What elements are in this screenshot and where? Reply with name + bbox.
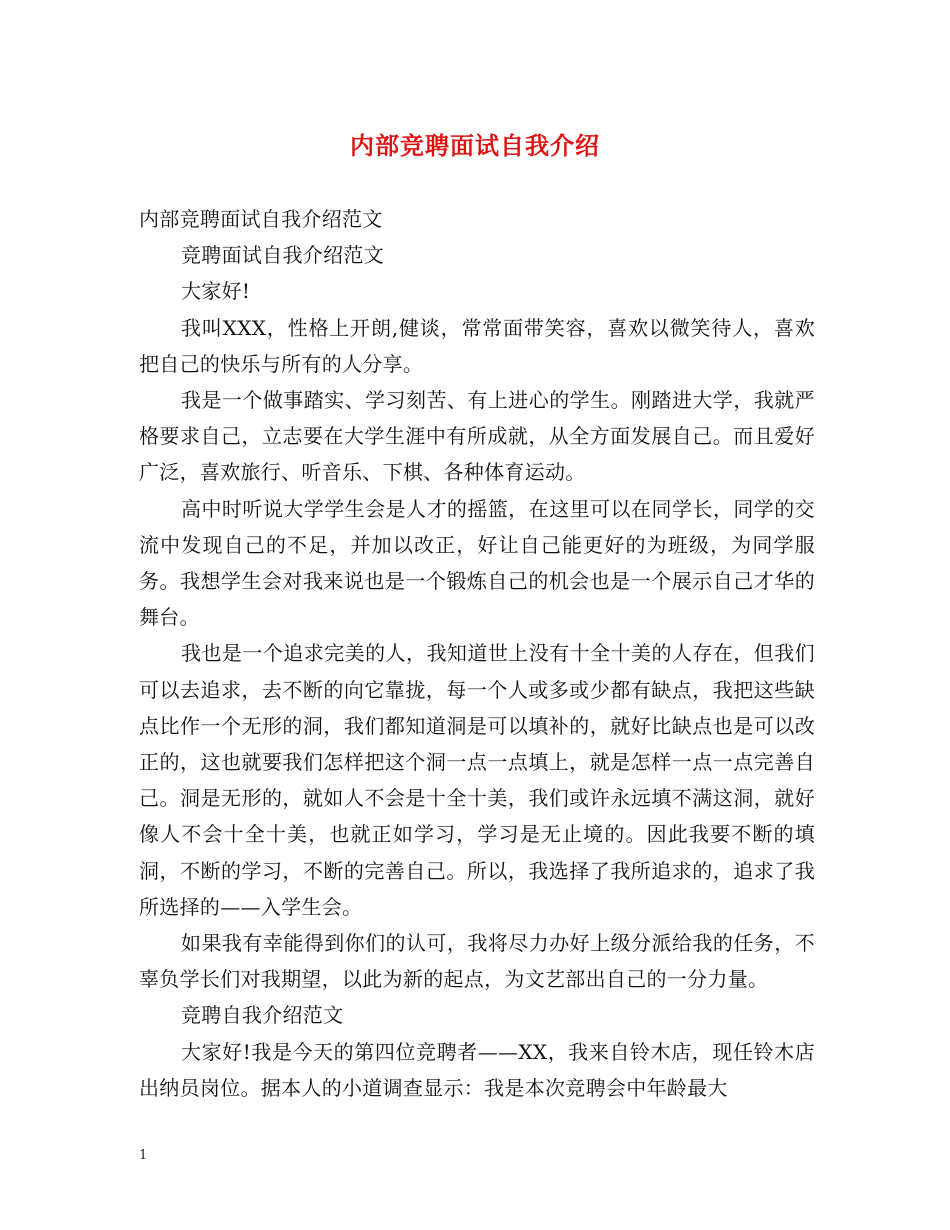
paragraph-greeting: 大家好! — [181, 279, 251, 304]
paragraph-student: 我是一个做事踏实、学习刻苦、有上进心的学生。刚踏进大学，我就严格要求自己，立志要在大学生涯中有所成就，从全方面发展自己。而且爱好广泛，喜欢旅行、听音乐、下棋、各种体育运动。 — [139, 388, 815, 485]
paragraph-perfection: 我也是一个追求完美的人，我知道世上没有十全十美的人存在，但我们可以去追求，去不断的向它靠拢，每一个人或多或少都有缺点，我把这些缺点比作一个无形的洞，我们都知道洞是可以填补的，就好比缺点也是可以改正的，这也就要我们怎样把这个洞一点一点填上，就是怎样一点一点完善自己。洞是无形的，就如人不会是十全十美，我们或许永远填不满这洞，就好像人不会十全十美，也就正如学习，学习是无止境的。因此我要不断的填洞，不断的学习，不断的完善自己。所以，我选择了我所追求的，追求了我所选择的——入学生会。 — [139, 641, 815, 919]
document-body — [139, 201, 815, 1106]
paragraph-second-speech: 大家好!我是今天的第四位竞聘者——XX，我来自铃木店，现任铃木店出纳员岗位。据本人的小道调查显示：我是本次竞聘会中年龄最大 — [139, 1039, 815, 1100]
paragraph-intro: 我叫XXX，性格上开朗,健谈，常常面带笑容，喜欢以微笑待人，喜欢把自己的快乐与所有的人分享。 — [139, 315, 815, 376]
page-number: 1 — [139, 1148, 148, 1163]
paragraph-heading-main: 内部竞聘面试自我介绍范文 — [139, 207, 383, 231]
document-title: 内部竞聘面试自我介绍 — [350, 131, 600, 160]
paragraph-closing: 如果我有幸能得到你们的认可，我将尽力办好上级分派给我的任务，不辜负学长们对我期望，以此为新的起点，为文艺部出自己的一分力量。 — [139, 931, 815, 992]
paragraph-subheading-1: 竞聘面试自我介绍范文 — [181, 243, 384, 268]
paragraph-subheading-2: 竞聘自我介绍范文 — [181, 1003, 344, 1028]
paragraph-student-union: 高中时听说大学学生会是人才的摇篮，在这里可以在同学长，同学的交流中发现自己的不足，并加以改正，好让自己能更好的为班级，为同学服务。我想学生会对我来说也是一个锻炼自己的机会也是一个展示自己才华的舞台。 — [139, 496, 815, 630]
